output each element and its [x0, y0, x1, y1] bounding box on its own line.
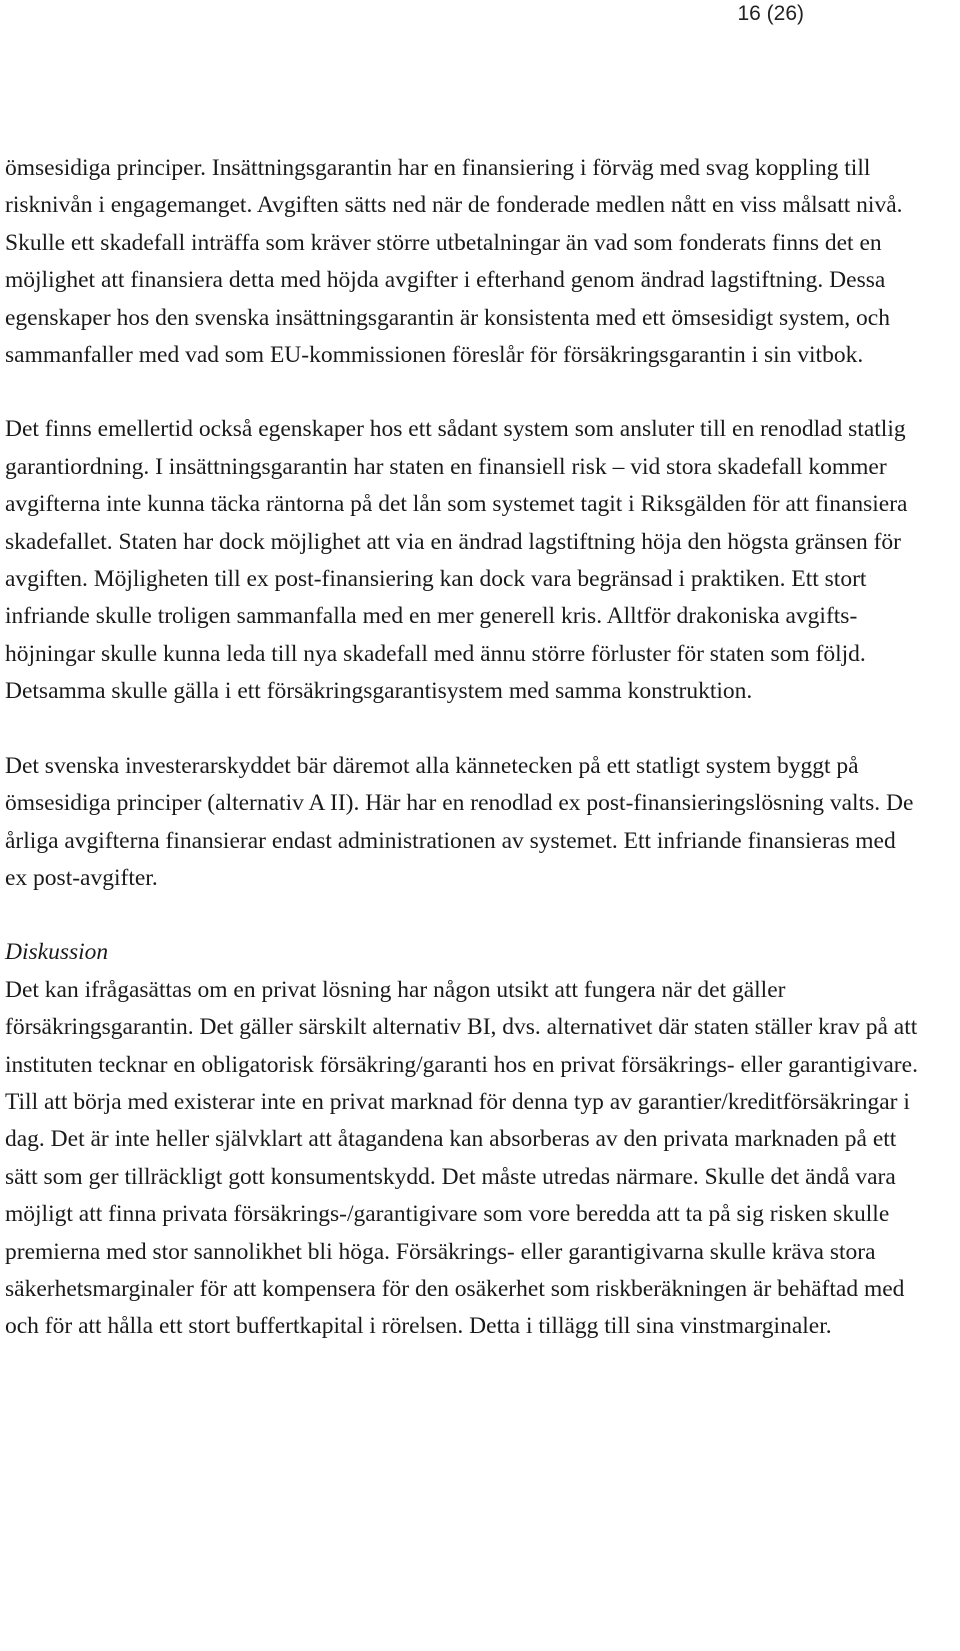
section-heading: Diskussion [5, 939, 109, 966]
document-body [5, 150, 921, 1346]
paragraph-investor-protection: Det svenska investerarskyddet bär däremot alla kännetecken på ett statligt system byggt på ömsesidiga principer (alternativ A II). Här har en renodlad ex post-finansieringslösning valts. De årliga avgifterna finansierar endast administrationen av systemet. Ett infriande finansieras med ex post-avgifter. [5, 752, 914, 891]
paragraph-mutual-principles: ömsesidiga principer. Insättningsgarantin har en finansiering i förväg med svag koppling till risknivån i engagemanget. Avgiften sätts ned när de fonderade medlen nått en viss målsatt nivå. Skulle ett skadefall inträffa som kräver större utbetalningar än vad som fonderats finns det en möjlighet att finansiera detta med höjda avgifter i efterhand genom ändrad lagstiftning. Dessa egenskaper hos den svenska insättningsgarantin är konsistenta med ett ömsesidigt system, och sammanfaller med vad som EU-kommissionen föreslår för försäkringsgarantin i sin vitbok. [5, 155, 903, 369]
paragraph-discussion: Det kan ifrågasättas om en privat lösning har någon utsikt att fungera när det gäller försäkringsgarantin. Det gäller särskilt alternativ BI, dvs. alternativet där staten ställer krav på att instituten tecknar en obligatorisk försäkring/garanti hos en privat försäkrings- eller garantigivare. Till att börja med existerar inte en privat marknad för denna typ av garantier/kreditförsäkringar i dag. Det är inte heller självklart att åtagandena kan absorberas av den privata marknaden på ett sätt som ger tillräckligt gott konsumentskydd. Det måste utredas närmare. Skulle det ändå vara möjligt att finna privata försäkrings-/garantigivare som vore beredda att ta på sig risken skulle premierna med stor sannolikhet bli höga. Försäkrings- eller garantigivarna skulle kräva stora säkerhetsmarginaler för att kompensera för den osäkerhet som riskberäkningen är behäftad med och för att hålla ett stort buffertkapital i rörelsen. Detta i tillägg till sina vinstmarginaler. [5, 976, 918, 1340]
page-number: 16 (26) [737, 2, 804, 25]
paragraph-state-guarantee-features: Det finns emellertid också egenskaper hos ett sådant system som ansluter till en renodlad statlig garantiordning. I insättningsgarantin har staten en finansiell risk – vid stora skadefall kommer avgifterna inte kunna täcka räntorna på det lån som systemet tagit i Riksgälden för att finansiera skadefallet. Staten har dock möjlighet att via en ändrad lagstiftning höja den högsta gränsen för avgiften. Möjligheten till ex post-finansiering kan dock vara begränsad i praktiken. Ett stort infriande skulle troligen sammanfalla med en mer generell kris. Alltför drakoniska avgifts-höjningar skulle kunna leda till nya skadefall med ännu större förluster för staten som följd. Detsamma skulle gälla i ett försäkringsgarantisystem med samma konstruktion. [5, 416, 908, 705]
